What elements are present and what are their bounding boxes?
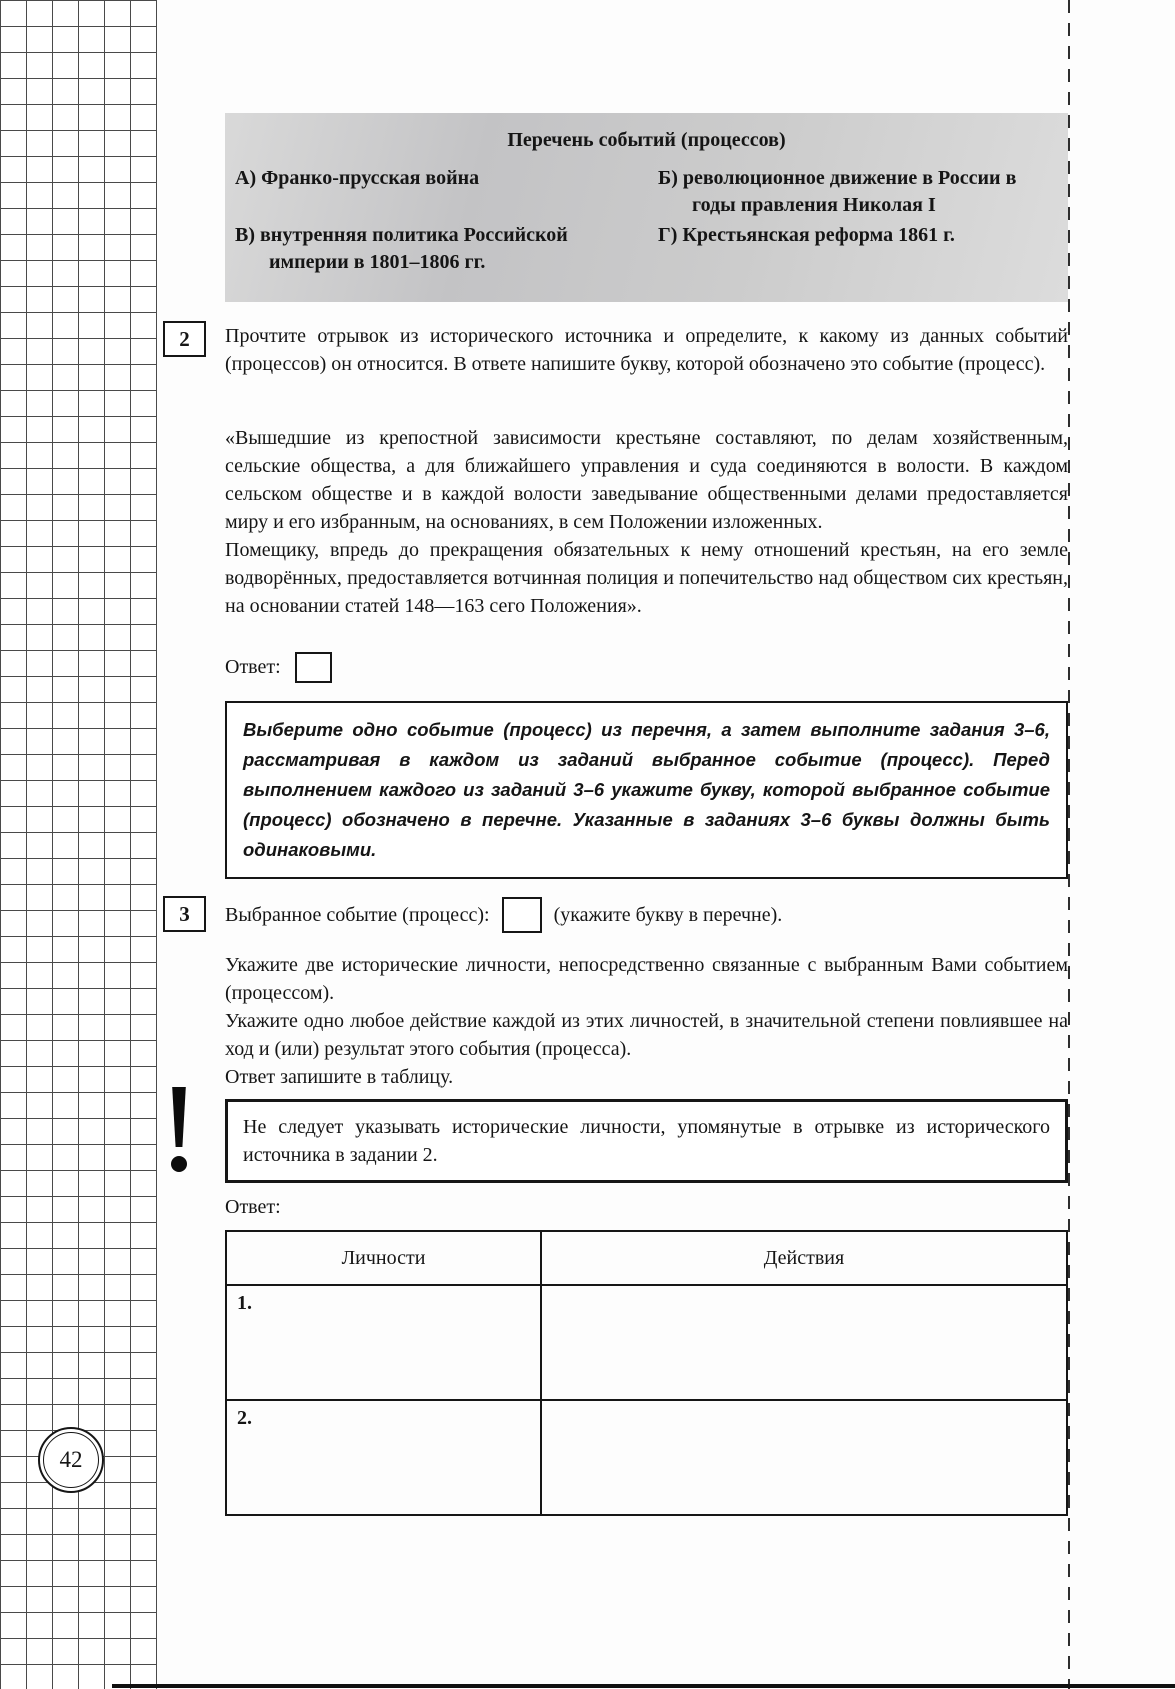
instruction-box: Выберите одно событие (процесс) из перечня, а затем выполните задания 3–6, рассматривая в каждом из заданий выбранное событие (процесс). Перед выполнением каждого из заданий 3–6 укажите букву, которой выбранное событие (процесс) обозначено в перечне. Указанные в заданиях 3–6 буквы должны быть одинаковыми. [225, 701, 1068, 879]
event-letter: А) [235, 167, 257, 189]
task3-body-paragraph-2: Укажите одно любое действие каждой из этих личностей, в значительной степени повлиявшее на ход и (или) результат этого события (процесса). [225, 1010, 1068, 1060]
event-letter: Г) [658, 224, 678, 246]
task3-body [225, 951, 1068, 1091]
task2-number-box: 2 [163, 321, 206, 357]
quote-paragraph-1: «Вышедшие из крепостной зависимости крестьяне составляют, по делам хозяйственным, сельские общества, а для ближайшего управления и суда соединяются в волости. В каждом сельском обществе и в каждой волости заведывание общественными делами предоставляется миру и его избранным, на основаниях, в сем Положении изложенных. [225, 427, 1068, 533]
task3-body-paragraph-3: Ответ запишите в таблицу. [225, 1066, 454, 1088]
event-item-v [235, 222, 650, 276]
task2-answer-row [225, 652, 1068, 683]
task3-number-box: 3 [163, 896, 206, 932]
event-item-g [658, 222, 1058, 276]
task2-source-quote [225, 424, 1068, 620]
row1-action-cell [541, 1285, 1067, 1400]
task3-answer-table-wrap [225, 1230, 1068, 1516]
event-letter: Б) [658, 167, 678, 189]
exclamation-bar [171, 1087, 188, 1147]
table-row [226, 1285, 1067, 1400]
task2-intro: Прочтите отрывок из исторического источника и определите, к какому из данных событий (процессов) он относится. В ответе напишите букву, которой обозначено это событие (процесс). [225, 325, 1068, 375]
row1-personality-cell: 1. [226, 1285, 541, 1400]
task2-answer-label: Ответ: [225, 656, 281, 678]
table-header-personalities: Личности [226, 1231, 541, 1285]
event-letter: В) [235, 224, 255, 246]
task3-select-hint: (укажите букву в перечне). [553, 903, 783, 926]
task3-select-row [225, 897, 1068, 933]
table-row [226, 1400, 1067, 1515]
task3-answer-table [225, 1230, 1068, 1516]
events-grid [235, 165, 1058, 276]
events-list-title: Перечень событий (процессов) [507, 129, 786, 151]
event-text: внутренняя политика Российской империи в 1801–1806 гг. [260, 224, 568, 273]
task3-selected-event-box [502, 897, 542, 933]
page-bottom-edge [112, 1684, 1175, 1688]
table-header-row [226, 1231, 1067, 1285]
event-item-b [658, 165, 1058, 219]
task3-select-label: Выбранное событие (процесс): [225, 903, 490, 926]
quote-paragraph-2: Помещику, впредь до прекращения обязательных к нему отношений крестьян, на его земле водворённых, предоставляется вотчинная полиция и попечительство над обществом сих крестьян, на основании статей 148—163 сего Положения». [225, 539, 1068, 617]
cut-dashed-line [1068, 0, 1070, 1689]
event-item-a [235, 165, 650, 219]
event-text: Франко-прусская война [261, 167, 480, 189]
event-text: революционное движение в России в годы правления Николая I [682, 167, 1017, 216]
task3-body-paragraph-1: Укажите две исторические личности, непосредственно связанные с выбранным Вами событием (процессом). [225, 954, 1068, 1004]
task2-answer-box [295, 652, 332, 683]
events-list-block [225, 113, 1068, 302]
page-number: 42 [59, 1447, 83, 1472]
table-header-actions: Действия [541, 1231, 1067, 1285]
task3-answer-label: Ответ: [225, 1196, 281, 1218]
page-number-roundel [38, 1427, 104, 1493]
row2-personality-cell: 2. [226, 1400, 541, 1515]
exclamation-icon [168, 1087, 190, 1172]
event-text: Крестьянская реформа 1861 г. [682, 224, 955, 246]
exclamation-dot [171, 1156, 187, 1172]
row2-action-cell [541, 1400, 1067, 1515]
task3-warning-box: Не следует указывать исторические личности, упомянутые в отрывке из исторического источника в задании 2. [225, 1099, 1068, 1183]
